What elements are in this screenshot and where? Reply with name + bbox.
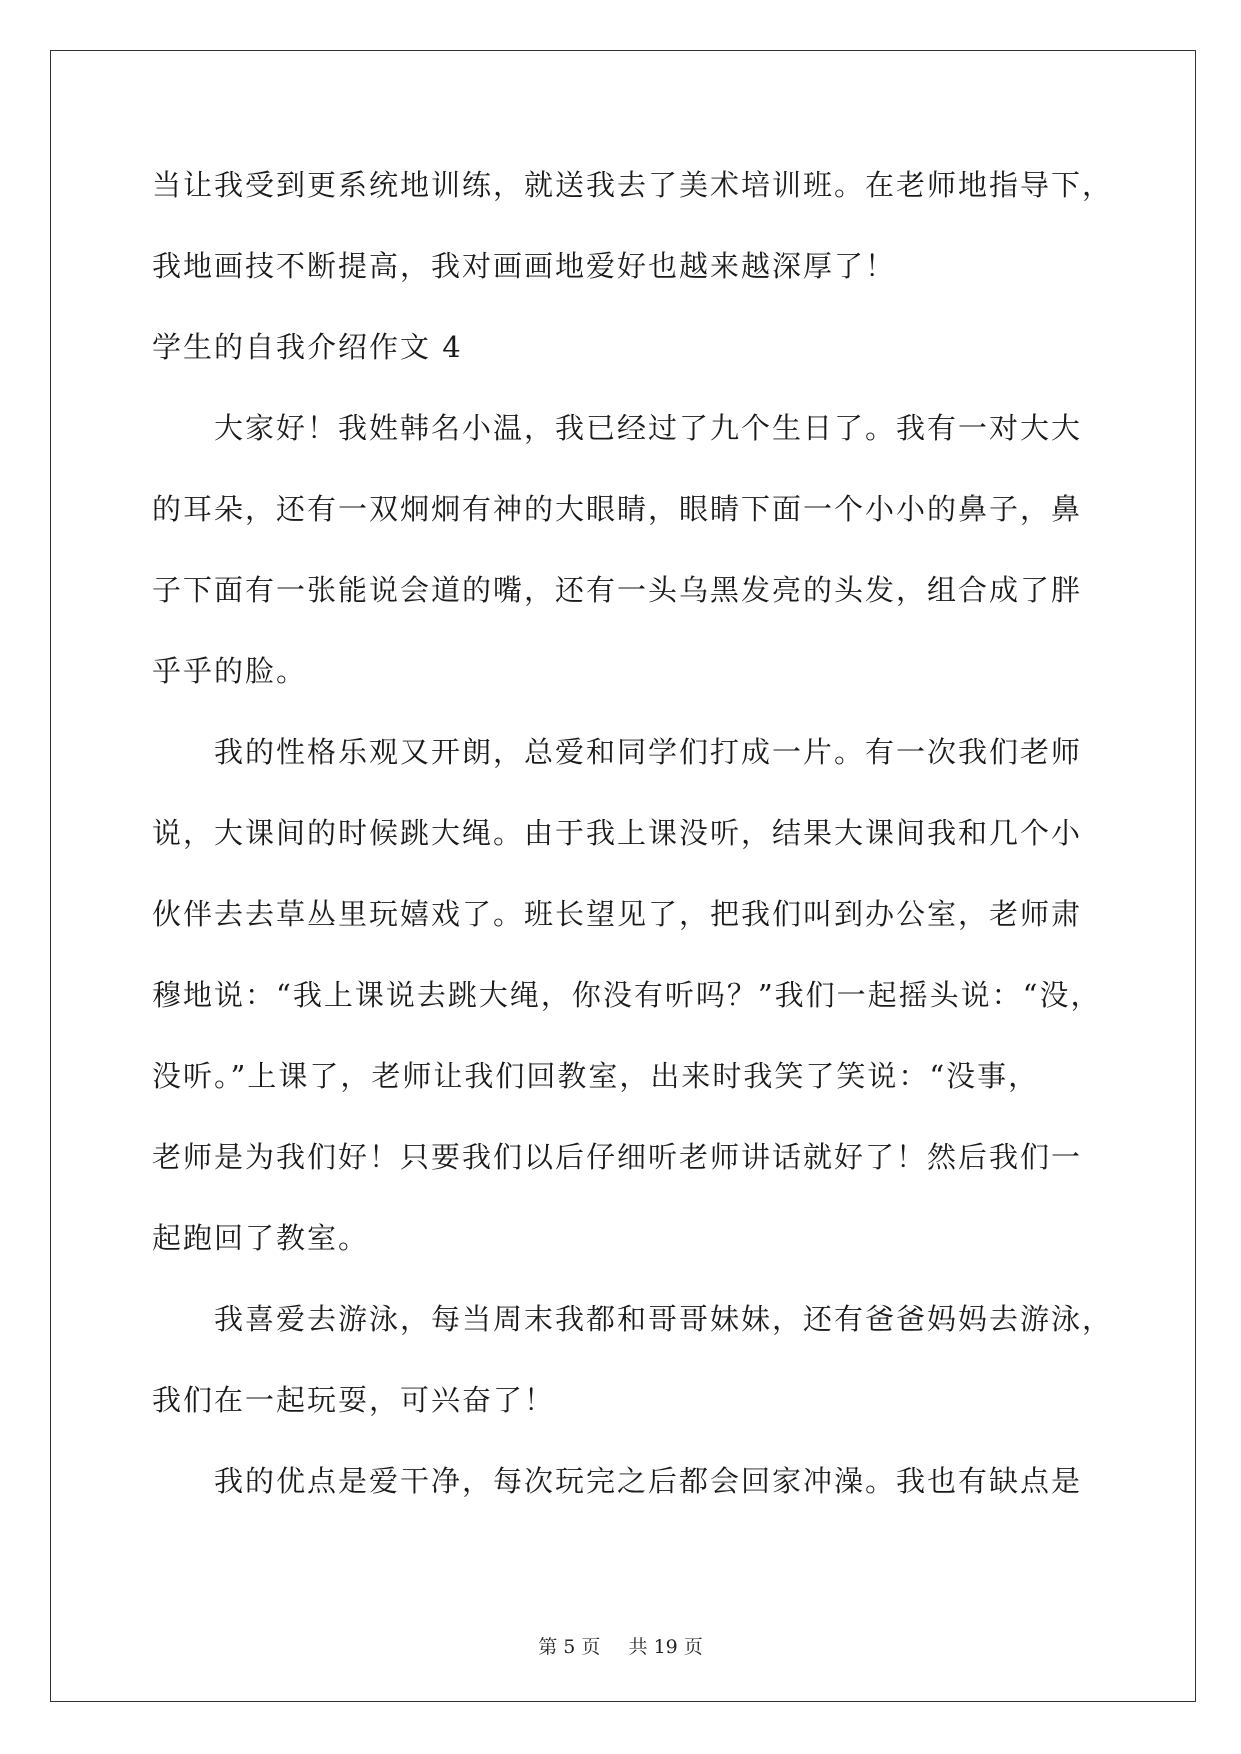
section-heading: 学生的自我介绍作文 4 <box>152 330 463 364</box>
text-line: 没听。”上课了，老师让我们回教室，出来时我笑了笑说：“没事， <box>152 1059 1040 1093</box>
paragraph-start: 我的优点是爱干净，每次玩完之后都会回家冲澡。我也有缺点是 <box>214 1464 1083 1498</box>
page-footer <box>0 1632 1241 1659</box>
text-line: 起跑回了教室。 <box>152 1221 370 1255</box>
text-line: 我们在一起玩耍，可兴奋了！ <box>152 1383 556 1417</box>
text-line: 当让我受到更系统地训练，就送我去了美术培训班。在老师地指导下， <box>152 168 1114 202</box>
text-line: 的耳朵，还有一双炯炯有神的大眼睛，眼睛下面一个小小的鼻子，鼻 <box>152 492 1083 526</box>
text-line: 老师是为我们好！只要我们以后仔细听老师讲话就好了！然后我们一 <box>152 1140 1083 1174</box>
text-line: 乎乎的脸。 <box>152 654 308 688</box>
text-line: 子下面有一张能说会道的嘴，还有一头乌黑发亮的头发，组合成了胖 <box>152 573 1083 607</box>
document-body <box>152 158 1114 1508</box>
paragraph-start: 我的性格乐观又开朗，总爱和同学们打成一片。有一次我们老师 <box>214 735 1083 769</box>
page-number: 第 5 页 <box>538 1636 601 1658</box>
text-line: 我地画技不断提高，我对画画地爱好也越来越深厚了！ <box>152 249 897 283</box>
text-line: 伙伴去去草丛里玩嬉戏了。班长望见了，把我们叫到办公室，老师肃 <box>152 897 1083 931</box>
paragraph-start: 我喜爱去游泳，每当周末我都和哥哥妹妹，还有爸爸妈妈去游泳， <box>214 1302 1114 1336</box>
text-line: 穆地说：“我上课说去跳大绳，你没有听吗？”我们一起摇头说：“没， <box>152 978 1102 1012</box>
paragraph-start: 大家好！我姓韩名小温，我已经过了九个生日了。我有一对大大 <box>214 411 1083 445</box>
text-line: 说，大课间的时候跳大绳。由于我上课没听，结果大课间我和几个小 <box>152 816 1083 850</box>
total-pages: 共 19 页 <box>628 1636 703 1658</box>
